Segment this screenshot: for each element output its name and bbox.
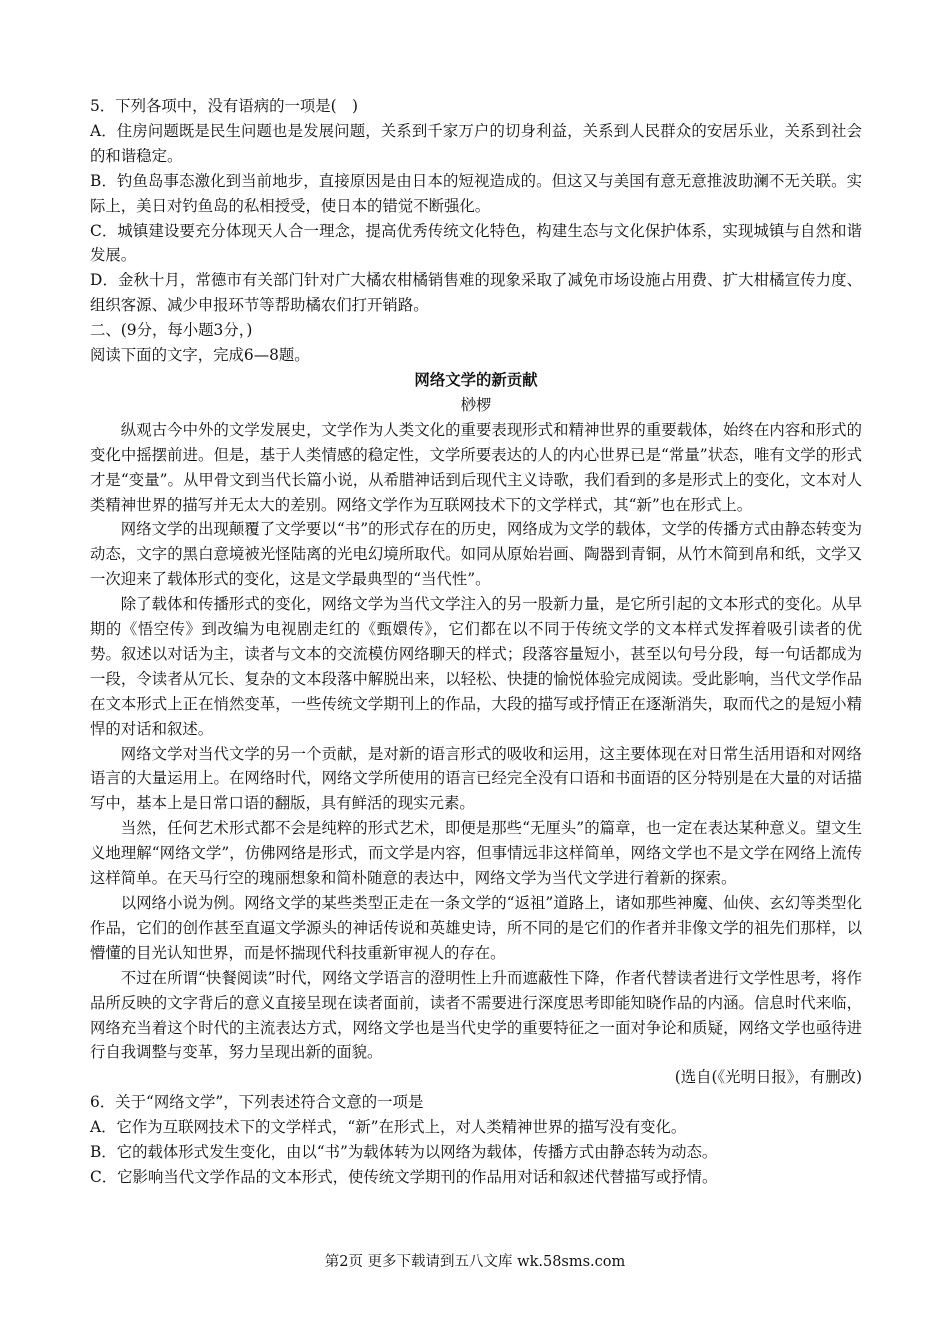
page-content [90,94,862,1190]
article-paragraph: 不过在所谓“快餐阅读”时代，网络文学语言的澄明性上升而遮蔽性下降，作者代替读者进行文学性思考，将作品所反映的文字背后的意义直接呈现在读者面前，读者不需要进行深度思考即能知晓作品的内涵。信息时代来临，网络充当着这个时代的主流表达方式，网络文学也是当代史学的重要特征之一面对争论和质疑，网络文学也亟待进行自我调整与变革，努力呈现出新的面貌。 [90,968,862,1062]
article-paragraph: 网络文学的出现颠覆了文学要以“书”的形式存在的历史，网络成为文学的载体，文学的传播方式由静态转变为动态，文字的黑白意境被光怪陆离的光电幻境所取代。如同从原始岩画、陶器到青铜，从竹木简到帛和纸，文学又一次迎来了载体形式的变化，这是文学最典型的“当代性”。 [90,520,862,589]
q6-option-b: B．它的载体形式发生变化，由以“书”为载体转为以网络为载体，传播方式由静态转为动态。 [90,1143,718,1162]
q5-option-c: C．城镇建设要充分体现天人合一理念，提高优秀传统文化特色，构建生态与文化保护体系，实现城镇与自然和谐发展。 [90,221,862,265]
q5-option-a: A．住房问题既是民生问题也是发展问题，关系到千家万户的切身利益，关系到人民群众的安居乐业，关系到社会的和谐稳定。 [90,121,862,165]
section-header: 二、(9分，每小题3分，) [90,321,253,340]
q6-option-c: C．它影响当代文学作品的文本形式，使传统文学期刊的作品用对话和叙述代替描写或抒情。 [90,1167,718,1186]
q5-option-b: B．钓鱼岛事态激化到当前地步，直接原因是由日本的短视造成的。但这又与美国有意无意推波助澜不无关联。实际上，美日对钓鱼岛的私相授受，使日本的错觉不断强化。 [90,171,862,215]
article-paragraph: 当然，任何艺术形式都不会是纯粹的形式艺术，即便是那些“无厘头”的篇章，也一定在表达某种意义。望文生义地理解“网络文学”，仿佛网络是形式，而文学是内容，但事情远非这样简单，网络文学也不是文学在网络上流传这样简单。在天马行空的瑰丽想象和简朴随意的表达中，网络文学为当代文学进行着新的探索。 [90,819,862,888]
q6-option-a: A．它作为互联网技术下的文学样式，“新”在形式上，对人类精神世界的描写没有变化。 [90,1118,687,1137]
page-footer: 第2页 更多下载请到五八文库 wk.58sms.com [324,1254,626,1270]
article-paragraph: 以网络小说为例。网络文学的某些类型正走在一条文学的“返祖”道路上，诸如那些神魔、仙侠、玄幻等类型化作品，它们的创作甚至直逼文学源头的神话传说和英雄史诗，所不同的是它们的作者并非像文学的祖先们那样，以懵懂的目光认知世界，而是怀揣现代科技重新审视人的存在。 [90,894,862,962]
q6-stem: 6．关于“网络文学”，下列表述符合文意的一项是 [90,1093,424,1112]
article-paragraph: 除了载体和传播形式的变化，网络文学为当代文学注入的另一股新力量，是它所引起的文本形式的变化。从早期的《悟空传》到改编为电视剧走红的《甄嬛传》，它们都在以不同于传统文学的文本样式发挥着吸引读者的优势。叙述以对话为主，读者与文本的交流模仿网络聊天的样式；段落容量短小，甚至以句号分段，每一句话都成为一段，令读者从冗长、复杂的文本段落中解脱出来，以轻松、快捷的愉悦体验完成阅读。受此影响，当代文学作品在文本形式上正在悄然变革，一些传统文学期刊上的作品，大段的描写或抒情正在逐渐消失，取而代之的是短小精悍的对话和叙述。 [90,595,862,738]
q5-stem: 5．下列各项中，没有语病的一项是( ) [90,97,359,115]
article-author: 桫椤 [460,395,492,414]
article-source: (选自(《光明日报》，有删改) [674,1068,862,1087]
q5-option-d: D．金秋十月，常德市有关部门针对广大橘农柑橘销售难的现象采取了减免市场设施占用费、扩大柑橘宣传力度、组织客源、减少申报环节等帮助橘农们打开销路。 [90,271,862,315]
article-title: 网络文学的新贡献 [414,370,538,389]
article-paragraph: 网络文学对当代文学的另一个贡献，是对新的语言形式的吸收和运用，这主要体现在对日常生活用语和对网络语言的大量运用上。在网络时代，网络文学所使用的语言已经完全没有口语和书面语的区分特别是在大量的对话描写中，基本上是日常口语的翻版，具有鲜活的现实元素。 [90,744,862,813]
article-paragraph: 纵观古今中外的文学发展史，文学作为人类文化的重要表现形式和精神世界的重要载体，始终在内容和形式的变化中摇摆前进。但是，基于人类情感的稳定性，文学所要表达的人的内心世界已是“常量”状态，唯有文学的形式才是“变量”。从甲骨文到当代长篇小说，从希腊神话到后现代主义诗歌，我们看到的多是形式上的变化，文本对人类精神世界的描写并无太大的差别。网络文学作为互联网技术下的文学样式，其“新”也在形式上。 [90,420,862,514]
section-instruction: 阅读下面的文字，完成6—8题。 [90,346,310,365]
